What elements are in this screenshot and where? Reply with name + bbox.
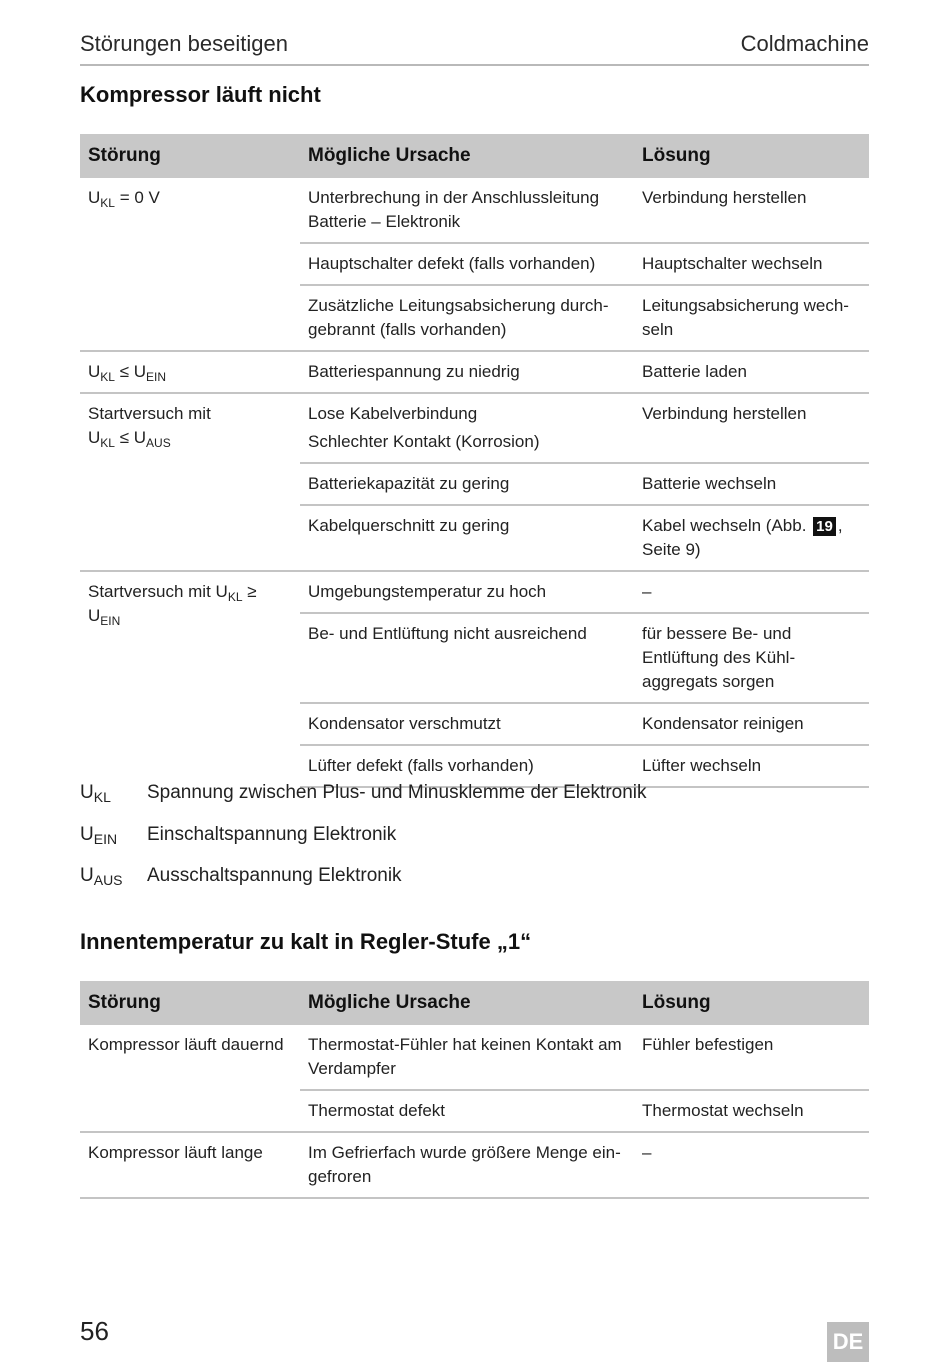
- cause-cell: Unterbrechung in der Anschlussleitung Batterie – Elektronik: [308, 188, 600, 231]
- cause-cell: Hauptschalter defekt (falls vorhanden): [300, 243, 634, 285]
- table-row: [80, 351, 869, 393]
- cause-cell: Kondensator verschmutzt: [300, 703, 634, 745]
- solution-cell: –: [634, 571, 869, 613]
- cause-cell: Thermostat-Fühler hat keinen Kontakt am Verdampfer: [308, 1035, 622, 1078]
- fault-cell: Startversuch mit $U_{KL} \ge U_{EIN}$: [80, 571, 300, 787]
- page-header: [80, 28, 869, 66]
- cause-cell: Kabelquerschnitt zu gering: [300, 505, 634, 571]
- column-header-cause: Mögliche Ursache: [300, 134, 634, 178]
- legend-symbol: $U_{AUS}$: [80, 865, 123, 888]
- cause-cell: Im Gefrierfach wurde größere Menge ein-gefroren: [300, 1132, 634, 1198]
- legend-item: [80, 782, 647, 824]
- legend-item: [80, 865, 647, 907]
- cause-cell: Lose Kabelverbindung Schlechter Kontakt (Korrosion): [300, 393, 634, 463]
- legend-symbol: $U_{EIN}$: [80, 823, 118, 847]
- cause-cell: Zusätzliche Leitungsabsicherung durch-gebrannt (falls vorhanden): [300, 285, 634, 351]
- table-row: [80, 1132, 869, 1198]
- table-row: [80, 393, 869, 463]
- cause-cell: Batteriekapazität zu gering: [300, 463, 634, 505]
- troubleshooting-table-compressor: [80, 134, 869, 788]
- troubleshooting-table-temperature: [80, 981, 869, 1199]
- fault-cell: $U_{KL} = 0$ V: [88, 188, 160, 210]
- solution-cell: Fühler befestigen: [642, 1035, 774, 1054]
- solution-cell: Hauptschalter wechseln: [634, 243, 869, 285]
- solution-cell: Verbindung herstellen: [642, 188, 807, 207]
- section-title-compressor: Kompressor läuft nicht: [80, 82, 321, 107]
- legend-text: Einschaltspannung Elektronik: [147, 823, 397, 845]
- column-header-solution: Lösung: [634, 134, 869, 178]
- legend-item: [80, 824, 647, 866]
- solution-cell: Leitungsabsicherung wech-seln: [634, 285, 869, 351]
- solution-cell: –: [634, 1132, 869, 1198]
- legend-symbol: $U_{KL}$: [80, 782, 111, 805]
- table-row: [80, 1025, 869, 1090]
- solution-cell: Batterie wechseln: [634, 463, 869, 505]
- table-header-row: [80, 981, 869, 1025]
- solution-cell: Thermostat wechseln: [634, 1090, 869, 1132]
- header-product-name: Coldmachine: [740, 31, 869, 56]
- legend-text: Ausschaltspannung Elektronik: [147, 865, 402, 886]
- language-badge: DE: [827, 1322, 869, 1362]
- table-header-row: [80, 134, 869, 178]
- fault-cell: $U_{KL} \le U_{EIN}$: [80, 351, 300, 393]
- column-header-cause: Mögliche Ursache: [300, 981, 634, 1025]
- cause-cell: Batteriespannung zu niedrig: [300, 351, 634, 393]
- solution-cell: Batterie laden: [634, 351, 869, 393]
- fault-cell: Kompressor läuft dauernd: [88, 1035, 284, 1054]
- fault-cell: Startversuch mit $U_{KL} \le U_{AUS}$: [80, 393, 300, 571]
- page-number: 56: [80, 1316, 109, 1346]
- solution-cell: Verbindung herstellen: [634, 393, 869, 463]
- cause-cell: Umgebungstemperatur zu hoch: [300, 571, 634, 613]
- header-section-title: Störungen beseitigen: [80, 31, 288, 56]
- table-row: [80, 178, 869, 243]
- column-header-solution: Lösung: [634, 981, 869, 1025]
- cause-cell: Be- und Entlüftung nicht ausreichend: [300, 613, 634, 703]
- column-header-fault: Störung: [80, 981, 300, 1025]
- legend-text: Spannung zwischen Plus- und Minusklemme der Elektronik: [147, 782, 647, 803]
- table-row: [80, 571, 869, 613]
- solution-cell: Lüfter wechseln: [634, 745, 869, 787]
- section-title-inner-temperature: Innentemperatur zu kalt in Regler-Stufe „1“: [80, 929, 532, 954]
- symbol-legend: [80, 782, 647, 907]
- column-header-fault: Störung: [80, 134, 300, 178]
- cause-cell: Thermostat defekt: [300, 1090, 634, 1132]
- cause-cell: Lüfter defekt (falls vorhanden): [300, 745, 634, 787]
- fault-cell: Kompressor läuft lange: [80, 1132, 300, 1198]
- figure-reference-badge: 19: [813, 517, 836, 536]
- solution-cell: für bessere Be- und Entlüftung des Kühl-aggregats sorgen: [634, 613, 869, 703]
- solution-cell: Kabel wechseln (Abb. 19 , Seite 9): [634, 505, 869, 571]
- solution-cell: Kondensator reinigen: [634, 703, 869, 745]
